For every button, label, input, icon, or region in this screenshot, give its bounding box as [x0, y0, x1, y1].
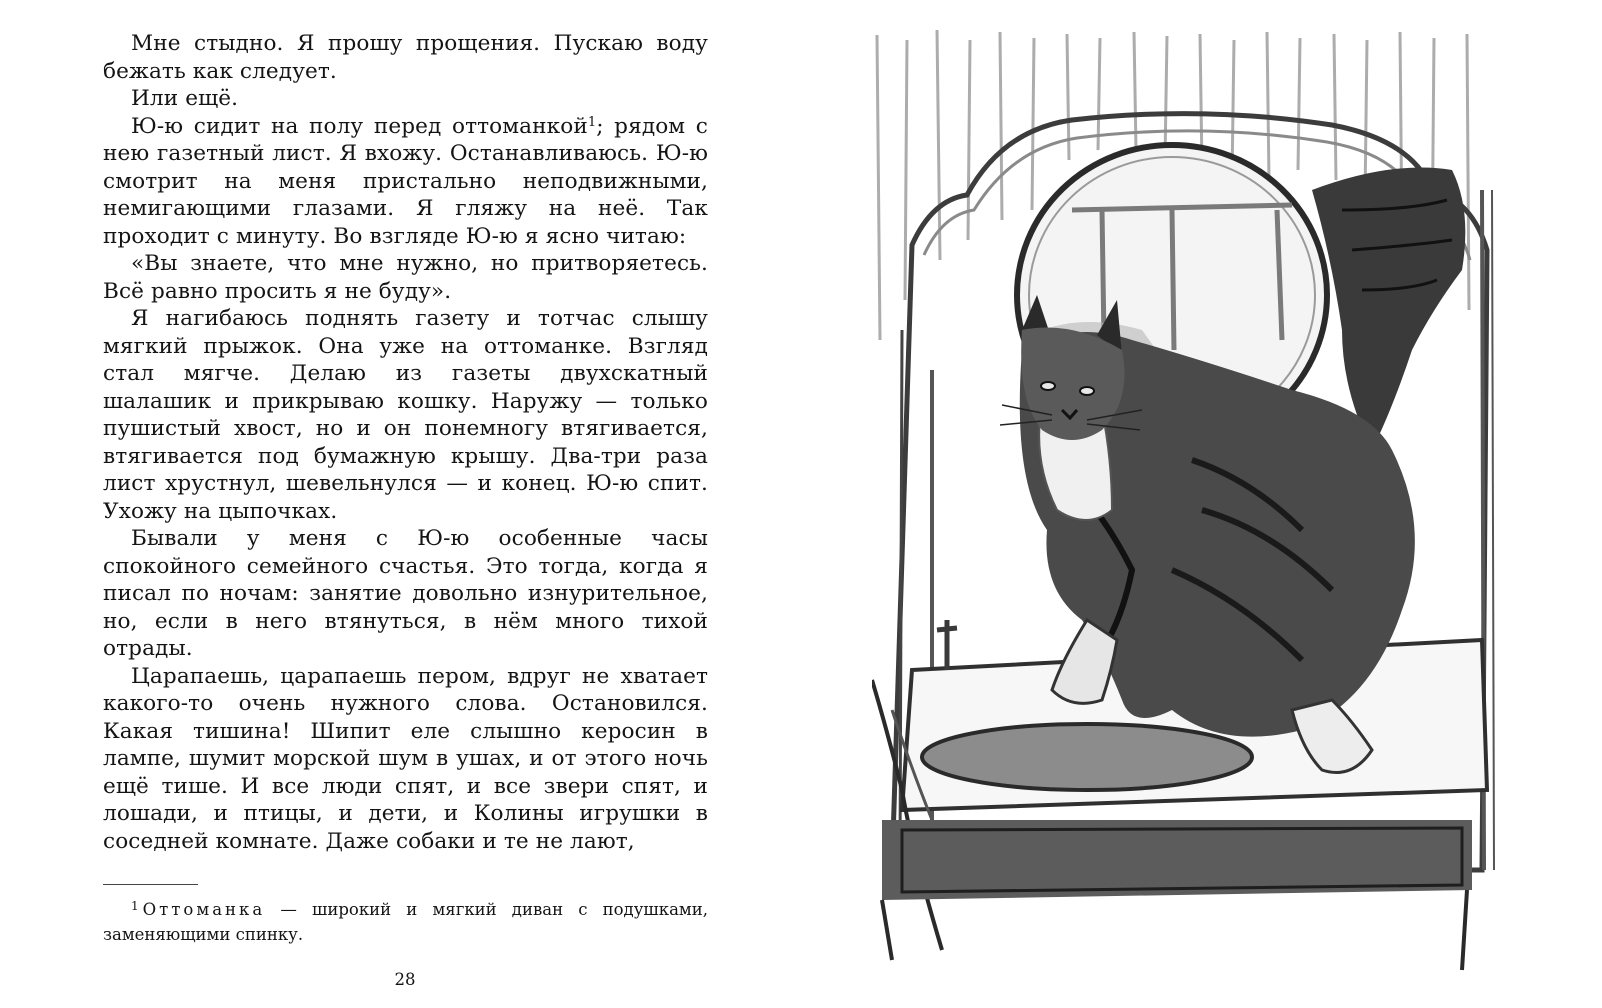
footnote-text: — широкий и мягкий диван с подушками, заменяющими спинку. [103, 900, 708, 944]
paragraph-7: Царапаешь, царапаешь пером, вдруг не хватает какого-то очень нужного слова. Остановился. Какая тишина! Шипит еле слышно керосин в лампе, шумит морской шум в ушах, и от этого ночь ещё тише. И все люди спят, и все звери спят, и лошади, и птицы, и дети, и Колины игрушки в соседней комнате. Даже собаки и те не лают, [103, 663, 708, 854]
footnote-number: 1 [131, 899, 139, 913]
cat-illustration [872, 10, 1522, 975]
footnote-term: Оттоманка [142, 900, 266, 919]
main-text [103, 30, 708, 855]
footnote-reference[interactable]: 1 [587, 114, 597, 130]
paragraph-3 [103, 113, 708, 251]
paragraph-6: Бывали у меня с Ю-ю особенные часы спокойного семейного счастья. Это тогда, когда я писал по ночам: занятие довольно изнурительное, но, если в него втянуться, в нём много тихой отрады. [103, 526, 708, 661]
paragraph-3-start: Ю-ю сидит на полу перед оттоманкой [131, 113, 588, 139]
left-page [0, 0, 800, 1008]
paragraph-1: Мне стыдно. Я прошу прощения. Пускаю воду бежать как следует. [103, 31, 708, 84]
footnote-divider [103, 884, 198, 885]
paragraph-3-rest: ; рядом с нею газетный лист. Я вхожу. Останавливаюсь. Ю-ю смотрит на меня пристально неподвижными, немигающими глазами. Я гляжу на неё. Так проходит с минуту. Во взгляде Ю-ю я ясно читаю: [103, 113, 708, 249]
footnote [103, 894, 708, 947]
paragraph-2: Или ещё. [131, 86, 239, 111]
illustration-drawing [872, 10, 1522, 975]
page-number: 28 [394, 970, 416, 989]
paragraph-5: Я нагибаюсь поднять газету и тотчас слышу мягкий прыжок. Она уже на оттоманке. Взгляд стал мягче. Делаю из газеты двухскатный шалашик и прикрываю кошку. Наружу — только пушистый хвост, но и он понемногу втягивается, втягивается под бумажную крышу. Два-три раза лист хрустнул, шевельнулся — и конец. Ю-ю спит. Ухожу на цыпочках. [103, 306, 708, 524]
paragraph-4-quote: «Вы знаете, что мне нужно, но притворяетесь. Всё равно просить я не буду». [103, 251, 708, 304]
